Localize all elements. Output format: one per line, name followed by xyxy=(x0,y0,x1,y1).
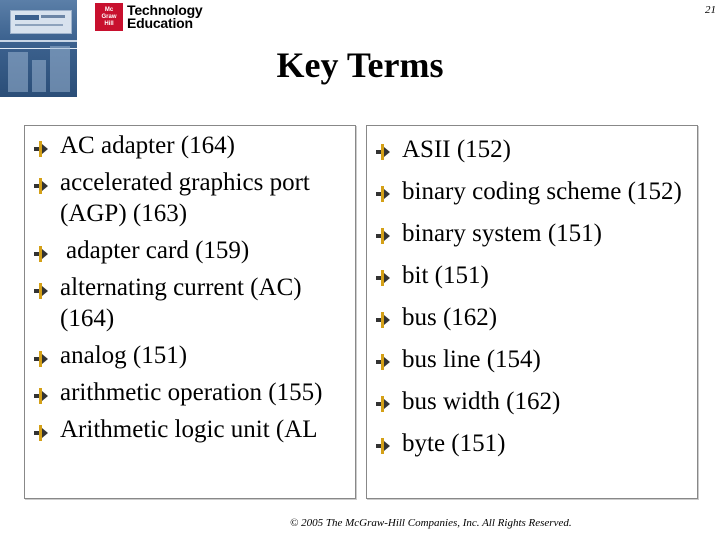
plus-arrow-bullet-icon xyxy=(32,388,49,404)
page-number: 21 xyxy=(705,4,716,16)
plus-arrow-bullet-icon xyxy=(374,354,391,370)
right-term-text: bus width (162) xyxy=(402,388,561,415)
right-term-text: bit (151) xyxy=(402,262,489,289)
right-term-text: bus line (154) xyxy=(402,346,541,373)
publisher-name-line2: Education xyxy=(127,15,193,31)
left-term-item xyxy=(30,272,352,334)
plus-arrow-bullet-icon xyxy=(32,351,49,367)
plus-arrow-bullet-icon xyxy=(374,228,391,244)
plus-arrow-bullet-icon xyxy=(32,246,49,262)
left-term-text: AC adapter (164) xyxy=(60,132,235,159)
right-term-item xyxy=(372,343,694,376)
plus-arrow-bullet-icon xyxy=(32,425,49,441)
left-term-text: adapter card (159) xyxy=(66,237,250,264)
right-term-item xyxy=(372,259,694,292)
right-term-text: ASII (152) xyxy=(402,136,512,163)
right-term-item xyxy=(372,133,694,166)
plus-arrow-bullet-icon xyxy=(374,186,391,202)
left-term-text: Arithmetic logic unit (AL xyxy=(60,416,318,443)
slide-title: Key Terms xyxy=(276,45,444,85)
left-term-item xyxy=(30,414,352,445)
plus-arrow-bullet-icon xyxy=(32,283,49,299)
left-term-text: alternating current (AC) (164) xyxy=(60,274,302,332)
right-term-text: bus (162) xyxy=(402,304,498,331)
terms-box-left xyxy=(24,125,356,499)
left-term-item xyxy=(30,235,352,266)
copyright-footer: © 2005 The McGraw-Hill Companies, Inc. All Rights Reserved. xyxy=(290,517,572,529)
left-term-item xyxy=(30,340,352,371)
left-term-item xyxy=(30,167,352,229)
plus-arrow-bullet-icon xyxy=(374,270,391,286)
mcgraw-hill-badge: Mc Graw Hill xyxy=(95,3,123,31)
right-term-text: byte (151) xyxy=(402,430,506,457)
right-term-item xyxy=(372,301,694,334)
left-term-text: analog (151) xyxy=(60,342,188,369)
right-term-item xyxy=(372,217,694,250)
left-term-text: accelerated graphics port (AGP) (163) xyxy=(60,169,310,227)
plus-arrow-bullet-icon xyxy=(374,312,391,328)
left-term-text: arithmetic operation (155) xyxy=(60,379,323,406)
plus-arrow-bullet-icon xyxy=(32,178,49,194)
publisher-logo xyxy=(95,3,203,31)
right-term-text: binary coding scheme (152) xyxy=(402,178,682,205)
plus-arrow-bullet-icon xyxy=(374,144,391,160)
terms-box-right xyxy=(366,125,698,499)
left-term-item xyxy=(30,130,352,161)
left-terms-list xyxy=(30,130,352,451)
right-term-item xyxy=(372,427,694,460)
publisher-name-line1: Technology xyxy=(127,2,203,18)
left-term-item xyxy=(30,377,352,408)
plus-arrow-bullet-icon xyxy=(32,141,49,157)
plus-arrow-bullet-icon xyxy=(374,438,391,454)
right-term-text: binary system (151) xyxy=(402,220,602,247)
plus-arrow-bullet-icon xyxy=(374,396,391,412)
right-term-item xyxy=(372,385,694,418)
right-term-item xyxy=(372,175,694,208)
right-terms-list xyxy=(372,133,694,469)
